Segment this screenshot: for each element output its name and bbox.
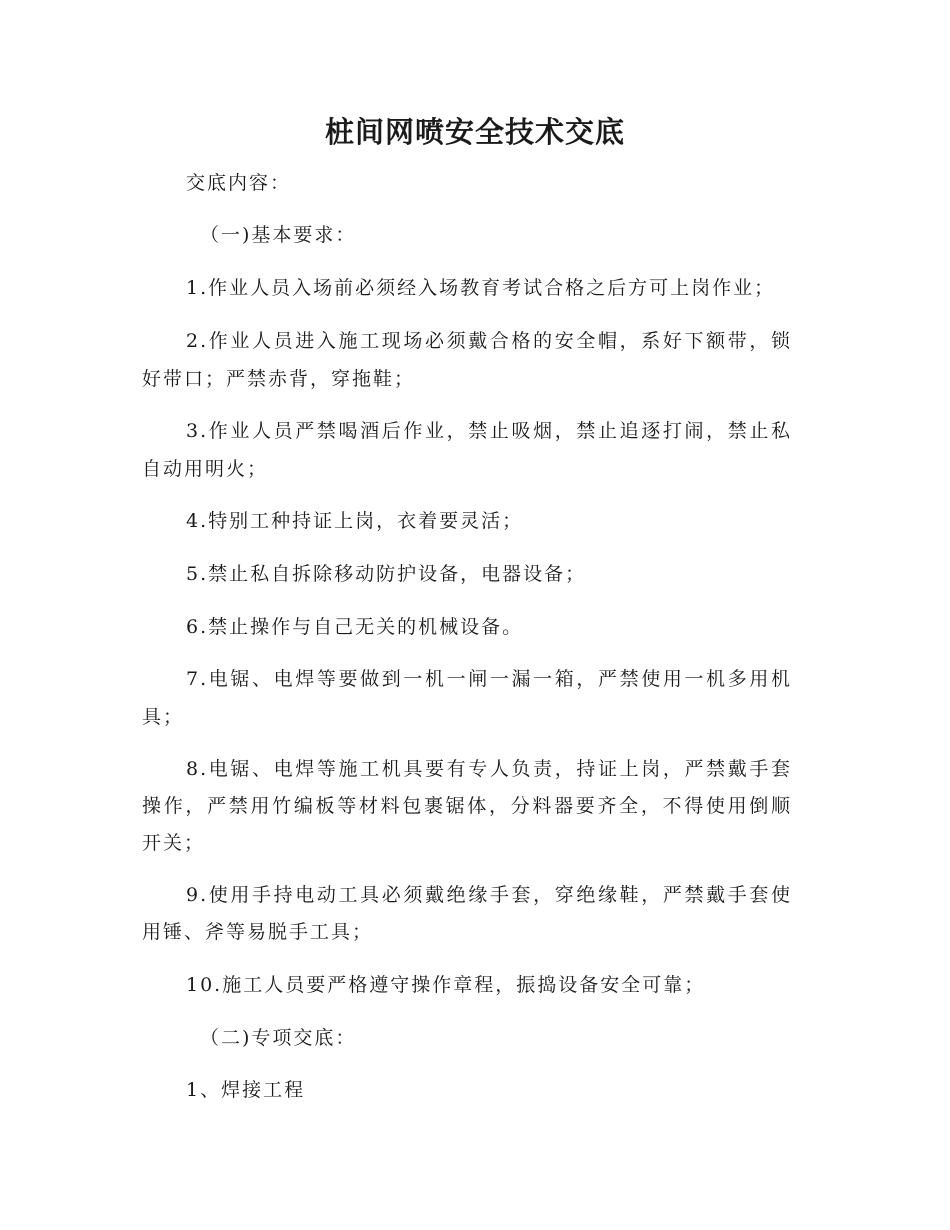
item-1: 1.作业人员入场前必须经入场教育考试合格之后方可上岗作业； — [186, 277, 776, 299]
item-10: 10.施工人员要严格遵守操作章程，振捣设备安全可靠； — [186, 974, 706, 996]
item-8-text-2: 操作，严禁用竹编板等材料包裹锯体，分料器要齐全，不得使用倒顺 — [142, 795, 792, 817]
item-9-line-2: 用锤、斧等易脱手工具； — [142, 921, 374, 943]
item-4: 4.特别工种持证上岗，衣着要灵活； — [186, 510, 524, 532]
item-7-line-1 — [186, 659, 856, 699]
item-6: 6.禁止操作与自己无关的机械设备。 — [186, 616, 524, 638]
item-2-text-1: 2.作业人员进入施工现场必须戴合格的安全帽，系好下额带，锁 — [186, 330, 792, 352]
section2-sub1: 1、焊接工程 — [186, 1079, 306, 1101]
item-9-line-1 — [186, 875, 856, 915]
item-3-text-1: 3.作业人员严禁喝酒后作业，禁止吸烟，禁止追逐打闹，禁止私 — [186, 420, 792, 442]
section2-heading: （二)专项交底： — [200, 1027, 357, 1049]
item-3-line-2: 自动用明火； — [142, 458, 269, 480]
item-8-line-2 — [142, 786, 812, 826]
item-8-line-1 — [186, 749, 856, 789]
item-8-text-1: 8.电锯、电焊等施工机具要有专人负责，持证上岗，严禁戴手套 — [186, 758, 792, 780]
item-2-line-2: 好带口；严禁赤背，穿拖鞋； — [142, 368, 416, 390]
item-3-line-1 — [186, 411, 856, 451]
section1-heading: （一)基本要求： — [200, 224, 357, 246]
item-8-line-3: 开关； — [142, 832, 206, 854]
item-9-text-1: 9.使用手持电动工具必须戴绝缘手套，穿绝缘鞋，严禁戴手套使 — [186, 884, 792, 906]
item-5: 5.禁止私自拆除移动防护设备，电器设备； — [186, 563, 587, 585]
document-title: 桩间网喷安全技术交底 — [324, 115, 625, 149]
item-7-line-2: 具； — [142, 706, 185, 728]
item-2-line-1 — [186, 321, 856, 361]
item-7-text-1: 7.电锯、电焊等要做到一机一闸一漏一箱，严禁使用一机多用机 — [186, 668, 792, 690]
intro-text: 交底内容： — [186, 172, 292, 194]
